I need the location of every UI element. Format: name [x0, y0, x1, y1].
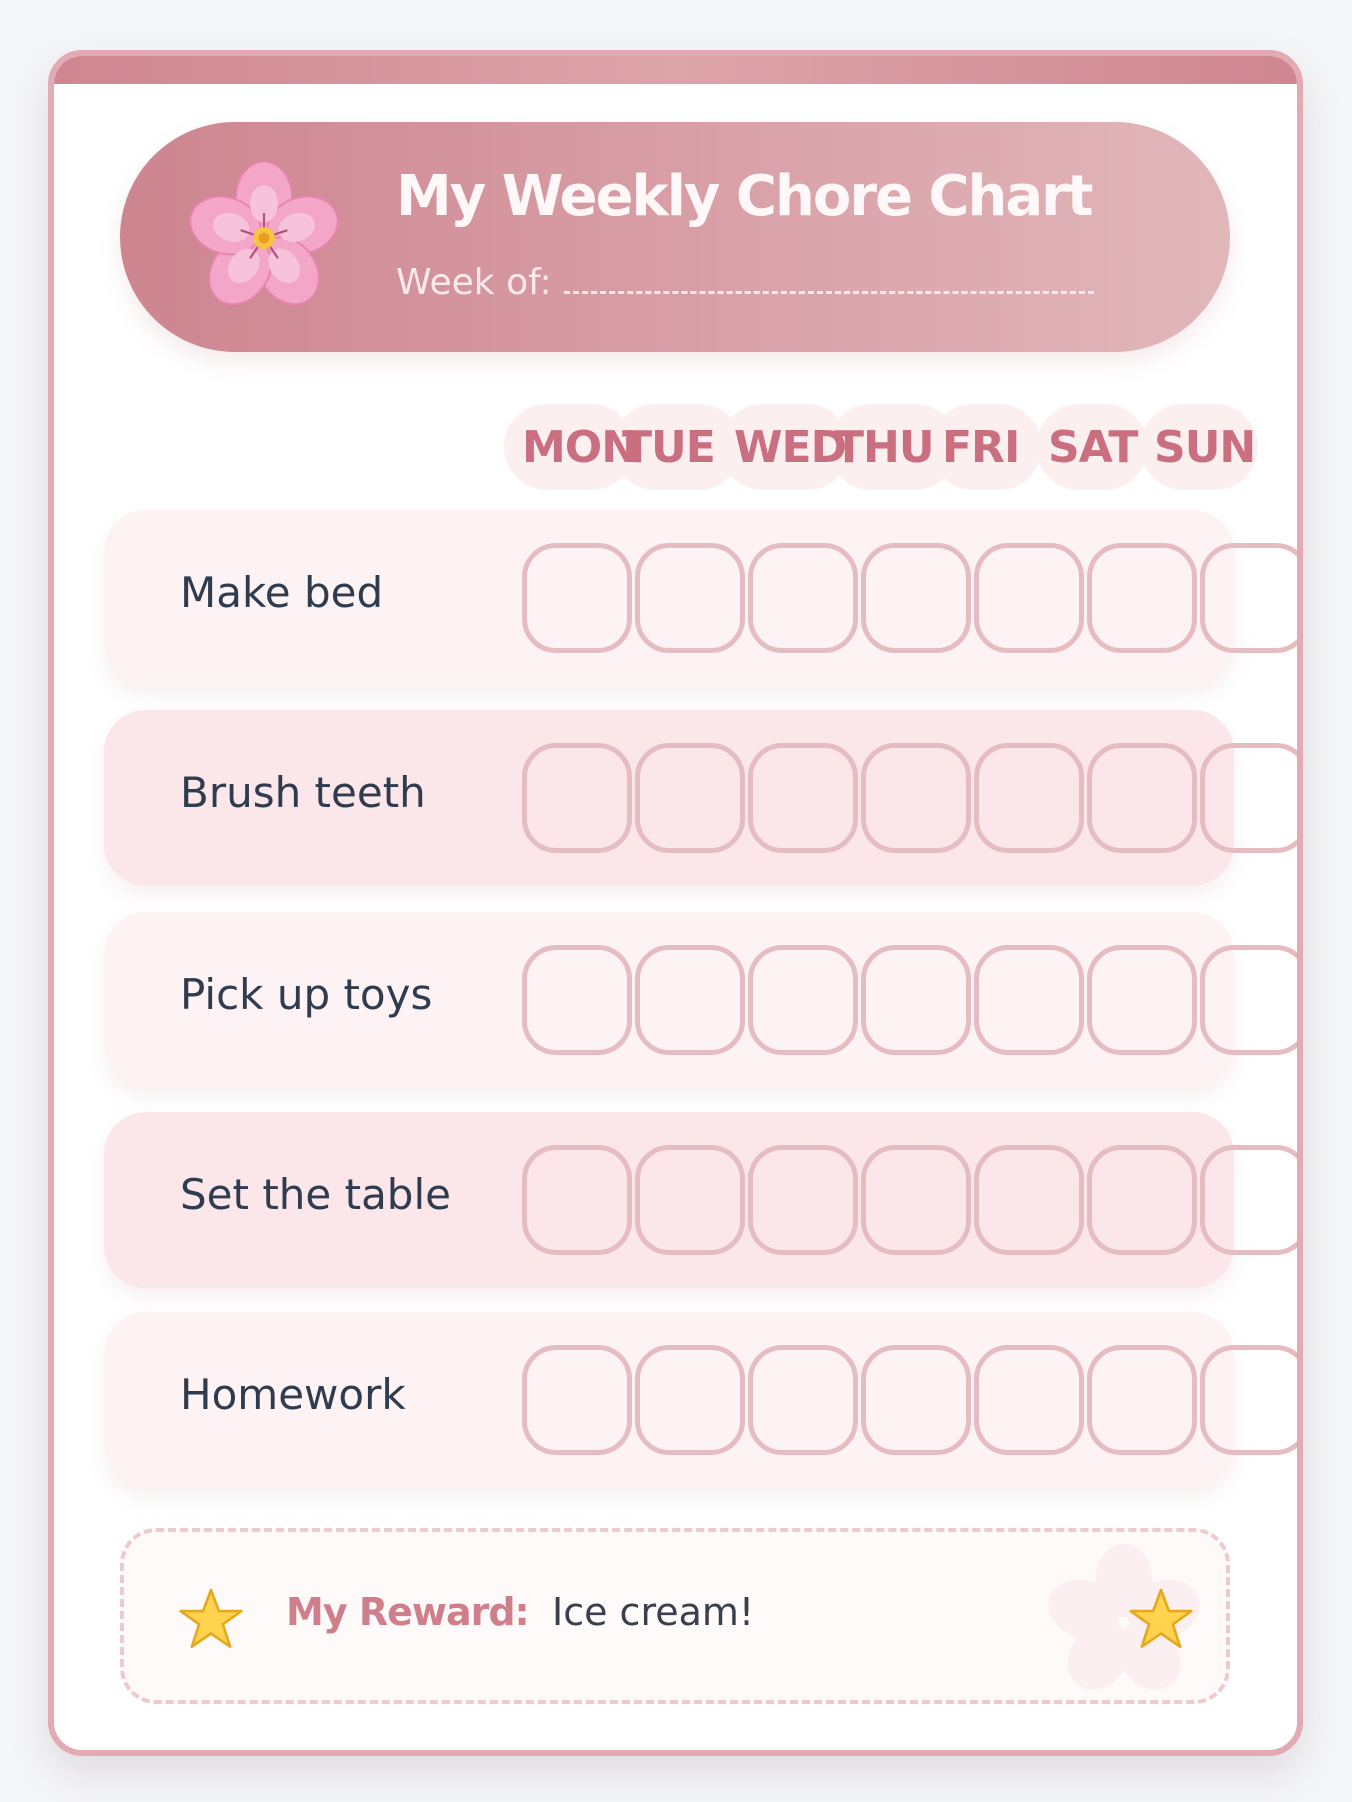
chart-title: My Weekly Chore Chart — [396, 164, 1092, 229]
checkbox-wed[interactable] — [748, 543, 858, 653]
checkbox-thu[interactable] — [861, 945, 971, 1055]
checkbox-sat[interactable] — [1087, 743, 1197, 853]
chore-label: Make bed — [180, 568, 384, 617]
checkbox-sat[interactable] — [1087, 945, 1197, 1055]
week-of-field[interactable] — [396, 262, 1094, 303]
chore-label: Brush teeth — [180, 768, 426, 817]
checkbox-sat[interactable] — [1087, 1345, 1197, 1455]
chore-chart-card — [48, 50, 1303, 1756]
checkbox-sat[interactable] — [1087, 1145, 1197, 1255]
checkbox-thu[interactable] — [861, 1345, 971, 1455]
chart-header — [120, 122, 1230, 352]
day-label-tue: TUE — [622, 422, 715, 473]
checkbox-tue[interactable] — [635, 1345, 745, 1455]
checkbox-fri[interactable] — [974, 543, 1084, 653]
chore-label: Homework — [180, 1370, 406, 1419]
checkbox-wed[interactable] — [748, 945, 858, 1055]
day-label-sun: SUN — [1154, 422, 1256, 473]
card-top-bar — [54, 56, 1297, 84]
checkbox-mon[interactable] — [522, 1345, 632, 1455]
reward-box — [120, 1528, 1230, 1704]
day-label-wed: WED — [734, 422, 847, 473]
star-icon — [178, 1586, 244, 1652]
checkbox-mon[interactable] — [522, 945, 632, 1055]
week-of-label: Week of: — [396, 262, 552, 303]
checkbox-tue[interactable] — [635, 1145, 745, 1255]
checkbox-sun[interactable] — [1200, 1145, 1303, 1255]
checkbox-sun[interactable] — [1200, 1345, 1303, 1455]
checkbox-sun[interactable] — [1200, 945, 1303, 1055]
checkbox-tue[interactable] — [635, 945, 745, 1055]
reward-value[interactable]: Ice cream! — [552, 1590, 755, 1634]
week-of-blank-line[interactable] — [564, 270, 1094, 294]
day-label-thu: THU — [834, 422, 934, 473]
checkbox-fri[interactable] — [974, 1345, 1084, 1455]
checkbox-wed[interactable] — [748, 1345, 858, 1455]
checkbox-fri[interactable] — [974, 743, 1084, 853]
cherry-blossom-icon — [186, 160, 342, 316]
checkbox-thu[interactable] — [861, 1145, 971, 1255]
checkbox-tue[interactable] — [635, 743, 745, 853]
checkbox-thu[interactable] — [861, 543, 971, 653]
checkbox-sat[interactable] — [1087, 543, 1197, 653]
checkbox-thu[interactable] — [861, 743, 971, 853]
day-label-mon: MON — [522, 422, 638, 473]
chore-label: Pick up toys — [180, 970, 433, 1019]
reward-label: My Reward: — [286, 1590, 529, 1634]
checkbox-sun[interactable] — [1200, 543, 1303, 653]
checkbox-mon[interactable] — [522, 543, 632, 653]
checkbox-tue[interactable] — [635, 543, 745, 653]
star-icon — [1128, 1586, 1194, 1652]
checkbox-mon[interactable] — [522, 1145, 632, 1255]
checkbox-wed[interactable] — [748, 743, 858, 853]
day-label-fri: FRI — [942, 422, 1020, 473]
checkbox-sun[interactable] — [1200, 743, 1303, 853]
checkbox-mon[interactable] — [522, 743, 632, 853]
day-label-sat: SAT — [1048, 422, 1138, 473]
chore-label: Set the table — [180, 1170, 451, 1219]
checkbox-wed[interactable] — [748, 1145, 858, 1255]
checkbox-fri[interactable] — [974, 1145, 1084, 1255]
checkbox-fri[interactable] — [974, 945, 1084, 1055]
